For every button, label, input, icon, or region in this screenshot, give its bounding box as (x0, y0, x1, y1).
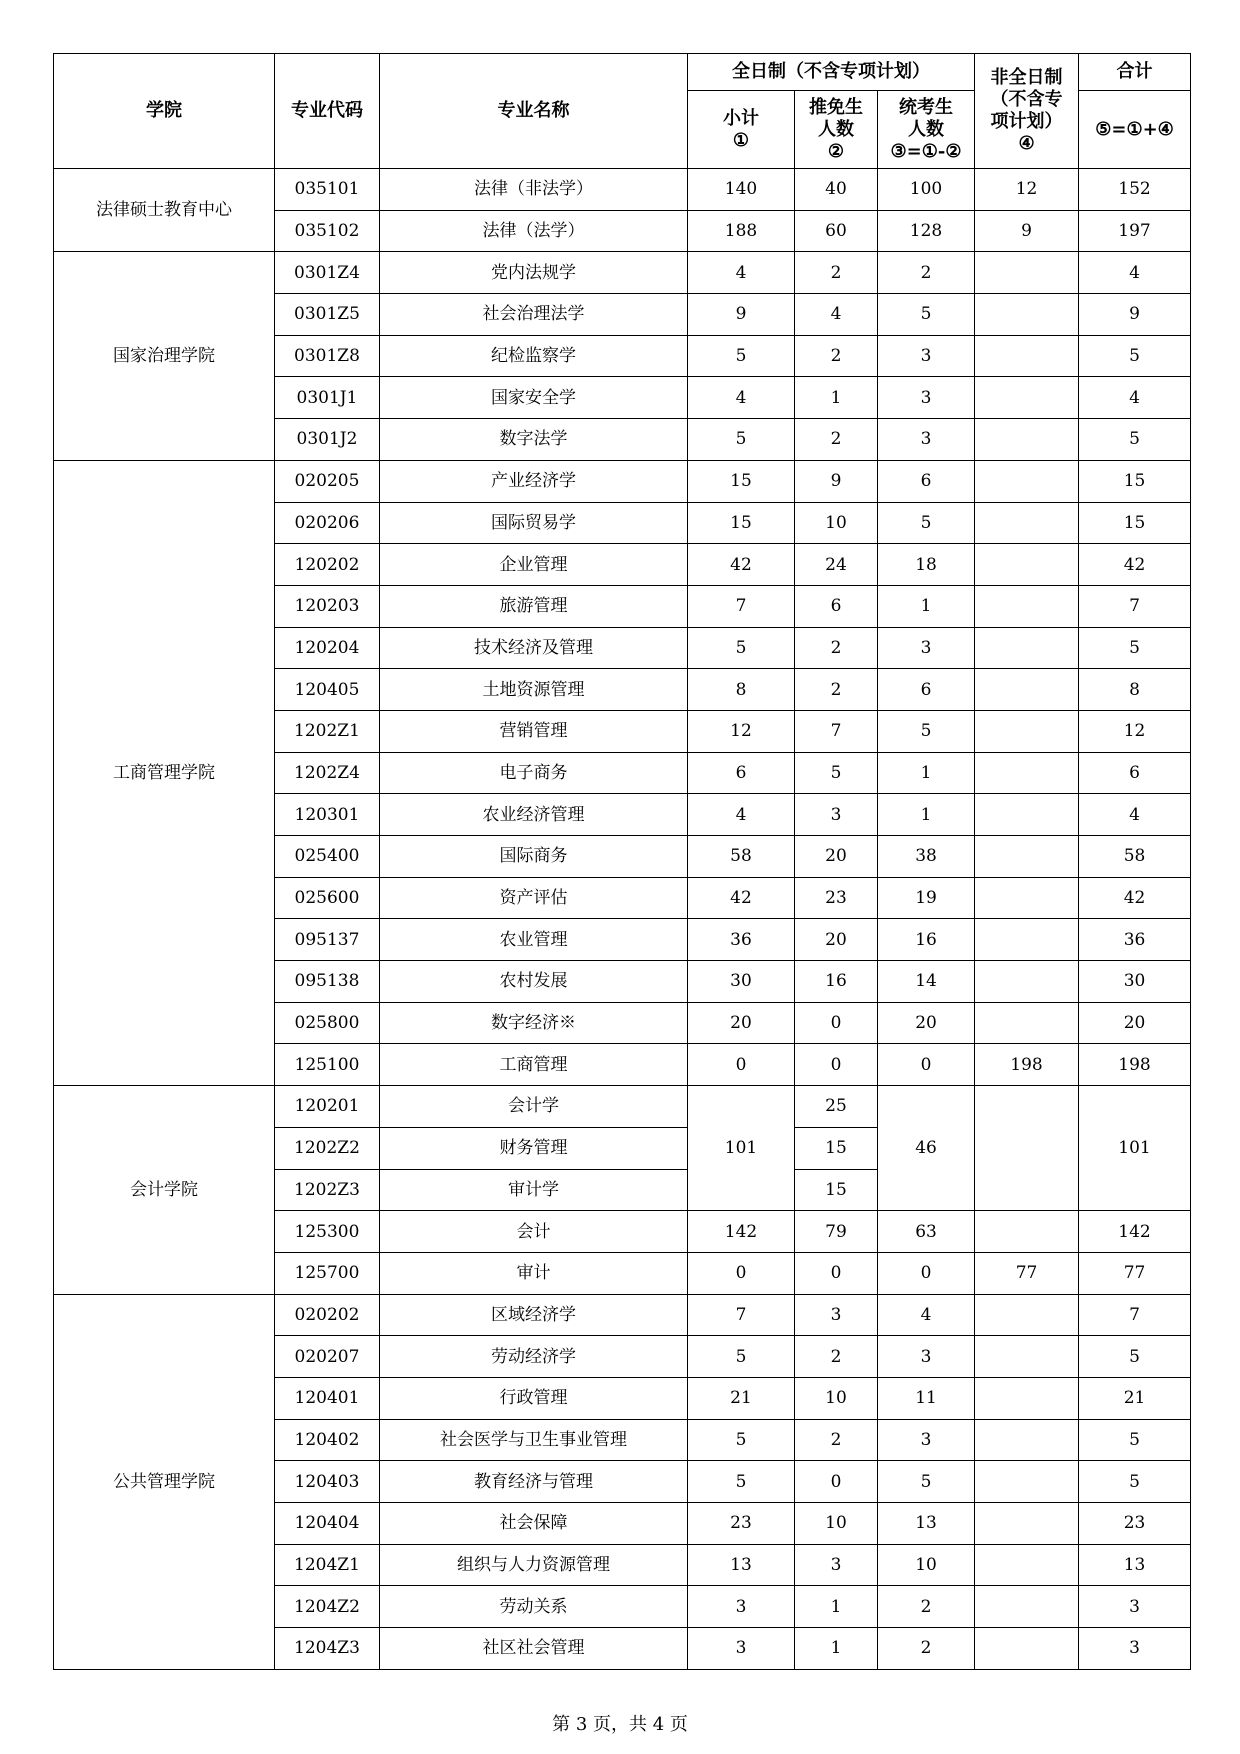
code-cell: 025600 (275, 877, 380, 919)
code-cell: 020207 (275, 1336, 380, 1378)
recommended-cell: 0 (795, 1002, 878, 1044)
recommended-cell: 2 (795, 627, 878, 669)
parttime-cell (975, 1211, 1079, 1253)
code-cell: 0301J1 (275, 377, 380, 419)
total-cell: 15 (1079, 460, 1191, 502)
recommended-cell: 1 (795, 377, 878, 419)
parttime-cell (975, 377, 1079, 419)
code-cell: 1204Z1 (275, 1544, 380, 1586)
header-exam (878, 91, 975, 169)
exam-cell: 4 (878, 1294, 975, 1336)
name-cell: 电子商务 (380, 752, 688, 794)
name-cell: 教育经济与管理 (380, 1461, 688, 1503)
parttime-cell (975, 1086, 1079, 1211)
total-cell: 3 (1079, 1628, 1191, 1670)
total-cell: 5 (1079, 1419, 1191, 1461)
table-body (54, 169, 1191, 1670)
recommended-cell: 5 (795, 752, 878, 794)
name-cell: 会计学 (380, 1086, 688, 1128)
code-cell: 095137 (275, 919, 380, 961)
code-cell: 120405 (275, 669, 380, 711)
total-cell: 23 (1079, 1503, 1191, 1545)
total-cell: 42 (1079, 877, 1191, 919)
subtotal-cell: 15 (688, 460, 795, 502)
name-cell: 土地资源管理 (380, 669, 688, 711)
subtotal-cell: 4 (688, 252, 795, 294)
table-row (54, 252, 1191, 294)
code-cell: 020202 (275, 1294, 380, 1336)
name-cell: 社会保障 (380, 1503, 688, 1545)
subtotal-cell: 13 (688, 1544, 795, 1586)
exam-cell: 3 (878, 335, 975, 377)
subtotal-cell: 0 (688, 1252, 795, 1294)
parttime-cell (975, 1294, 1079, 1336)
code-cell: 120301 (275, 794, 380, 836)
total-cell: 12 (1079, 710, 1191, 752)
header-subtotal (688, 91, 795, 169)
code-cell: 120202 (275, 544, 380, 586)
code-cell: 025400 (275, 836, 380, 878)
table-row (54, 460, 1191, 502)
total-cell: 13 (1079, 1544, 1191, 1586)
subtotal-cell: 42 (688, 877, 795, 919)
parttime-cell: 77 (975, 1252, 1079, 1294)
subtotal-cell: 7 (688, 585, 795, 627)
header-name: 专业名称 (380, 54, 688, 169)
exam-cell: 5 (878, 710, 975, 752)
subtotal-cell: 6 (688, 752, 795, 794)
name-cell: 国际贸易学 (380, 502, 688, 544)
name-cell: 审计学 (380, 1169, 688, 1211)
exam-cell: 128 (878, 210, 975, 252)
code-cell: 125100 (275, 1044, 380, 1086)
parttime-cell (975, 544, 1079, 586)
parttime-cell (975, 1419, 1079, 1461)
recommended-cell: 2 (795, 419, 878, 461)
subtotal-cell: 21 (688, 1377, 795, 1419)
header-code: 专业代码 (275, 54, 380, 169)
subtotal-cell: 3 (688, 1586, 795, 1628)
parttime-cell (975, 585, 1079, 627)
total-cell: 7 (1079, 585, 1191, 627)
enrollment-plan-table (53, 53, 1191, 1670)
code-cell: 1204Z2 (275, 1586, 380, 1628)
name-cell: 行政管理 (380, 1377, 688, 1419)
code-cell: 035101 (275, 169, 380, 211)
parttime-cell (975, 919, 1079, 961)
name-cell: 劳动经济学 (380, 1336, 688, 1378)
header-fulltime: 全日制（不含专项计划） (688, 54, 975, 91)
exam-cell: 63 (878, 1211, 975, 1253)
total-cell: 5 (1079, 335, 1191, 377)
recommended-cell: 60 (795, 210, 878, 252)
recommended-cell: 10 (795, 1503, 878, 1545)
header-parttime (975, 54, 1079, 169)
parttime-cell: 198 (975, 1044, 1079, 1086)
total-cell: 9 (1079, 294, 1191, 336)
header-parttime-line: 项计划） (990, 111, 1063, 132)
subtotal-cell: 42 (688, 544, 795, 586)
name-cell: 国家安全学 (380, 377, 688, 419)
name-cell: 审计 (380, 1252, 688, 1294)
subtotal-cell: 5 (688, 335, 795, 377)
college-cell: 会计学院 (54, 1086, 275, 1294)
name-cell: 法律（法学） (380, 210, 688, 252)
exam-cell: 16 (878, 919, 975, 961)
table-header (54, 54, 1191, 169)
exam-cell: 1 (878, 752, 975, 794)
header-recommended-line: 推免生 (809, 96, 863, 118)
parttime-cell (975, 627, 1079, 669)
recommended-cell: 2 (795, 252, 878, 294)
exam-cell: 20 (878, 1002, 975, 1044)
parttime-cell (975, 252, 1079, 294)
name-cell: 旅游管理 (380, 585, 688, 627)
recommended-cell: 0 (795, 1461, 878, 1503)
recommended-cell: 0 (795, 1252, 878, 1294)
exam-cell: 3 (878, 419, 975, 461)
name-cell: 工商管理 (380, 1044, 688, 1086)
total-cell: 15 (1079, 502, 1191, 544)
recommended-cell: 23 (795, 877, 878, 919)
exam-cell: 100 (878, 169, 975, 211)
code-cell: 120403 (275, 1461, 380, 1503)
exam-cell: 5 (878, 502, 975, 544)
subtotal-cell: 15 (688, 502, 795, 544)
recommended-cell: 2 (795, 335, 878, 377)
parttime-cell (975, 836, 1079, 878)
parttime-cell (975, 419, 1079, 461)
exam-cell: 5 (878, 294, 975, 336)
parttime-cell (975, 794, 1079, 836)
name-cell: 国际商务 (380, 836, 688, 878)
exam-cell: 10 (878, 1544, 975, 1586)
total-cell: 197 (1079, 210, 1191, 252)
parttime-cell (975, 460, 1079, 502)
header-subtotal-line: 小计 (723, 107, 759, 129)
subtotal-cell: 140 (688, 169, 795, 211)
header-parttime-line: ④ (1018, 133, 1035, 154)
name-cell: 数字经济※ (380, 1002, 688, 1044)
parttime-cell (975, 502, 1079, 544)
parttime-cell (975, 669, 1079, 711)
parttime-cell (975, 1377, 1079, 1419)
code-cell: 0301Z8 (275, 335, 380, 377)
name-cell: 营销管理 (380, 710, 688, 752)
parttime-cell (975, 294, 1079, 336)
header-parttime-line: （不含专 (990, 89, 1063, 110)
recommended-cell: 2 (795, 669, 878, 711)
exam-cell: 1 (878, 794, 975, 836)
total-cell: 30 (1079, 961, 1191, 1003)
recommended-cell: 24 (795, 544, 878, 586)
exam-cell: 0 (878, 1044, 975, 1086)
recommended-cell: 3 (795, 1294, 878, 1336)
recommended-cell: 6 (795, 585, 878, 627)
header-recommended-line: ② (827, 140, 845, 162)
recommended-cell: 1 (795, 1586, 878, 1628)
subtotal-cell: 23 (688, 1503, 795, 1545)
recommended-cell: 10 (795, 1377, 878, 1419)
recommended-cell: 15 (795, 1127, 878, 1169)
name-cell: 企业管理 (380, 544, 688, 586)
name-cell: 产业经济学 (380, 460, 688, 502)
code-cell: 0301J2 (275, 419, 380, 461)
code-cell: 0301Z5 (275, 294, 380, 336)
code-cell: 025800 (275, 1002, 380, 1044)
exam-cell: 38 (878, 836, 975, 878)
name-cell: 社会医学与卫生事业管理 (380, 1419, 688, 1461)
total-cell: 5 (1079, 1461, 1191, 1503)
exam-cell: 3 (878, 1419, 975, 1461)
total-cell: 198 (1079, 1044, 1191, 1086)
exam-cell: 0 (878, 1252, 975, 1294)
code-cell: 1202Z3 (275, 1169, 380, 1211)
subtotal-cell: 36 (688, 919, 795, 961)
total-cell: 101 (1079, 1086, 1191, 1211)
code-cell: 120404 (275, 1503, 380, 1545)
recommended-cell: 79 (795, 1211, 878, 1253)
header-recommended (795, 91, 878, 169)
recommended-cell: 0 (795, 1044, 878, 1086)
parttime-cell (975, 961, 1079, 1003)
parttime-cell: 12 (975, 169, 1079, 211)
subtotal-cell: 3 (688, 1628, 795, 1670)
total-cell: 7 (1079, 1294, 1191, 1336)
header-parttime-line: 非全日制 (990, 67, 1063, 88)
exam-cell: 11 (878, 1377, 975, 1419)
total-cell: 77 (1079, 1252, 1191, 1294)
total-cell: 4 (1079, 794, 1191, 836)
code-cell: 035102 (275, 210, 380, 252)
college-cell: 工商管理学院 (54, 460, 275, 1085)
subtotal-cell: 5 (688, 1461, 795, 1503)
exam-cell: 2 (878, 1586, 975, 1628)
exam-cell: 5 (878, 1461, 975, 1503)
name-cell: 社区社会管理 (380, 1628, 688, 1670)
name-cell: 资产评估 (380, 877, 688, 919)
subtotal-cell: 58 (688, 836, 795, 878)
name-cell: 党内法规学 (380, 252, 688, 294)
recommended-cell: 2 (795, 1336, 878, 1378)
subtotal-cell: 0 (688, 1044, 795, 1086)
total-cell: 4 (1079, 377, 1191, 419)
header-exam-line: ③=①-② (890, 140, 962, 162)
name-cell: 法律（非法学） (380, 169, 688, 211)
subtotal-cell: 8 (688, 669, 795, 711)
code-cell: 120401 (275, 1377, 380, 1419)
total-cell: 58 (1079, 836, 1191, 878)
subtotal-cell: 4 (688, 377, 795, 419)
recommended-cell: 3 (795, 1544, 878, 1586)
parttime-cell (975, 877, 1079, 919)
subtotal-cell: 5 (688, 419, 795, 461)
parttime-cell (975, 1586, 1079, 1628)
exam-cell: 18 (878, 544, 975, 586)
code-cell: 095138 (275, 961, 380, 1003)
parttime-cell (975, 1002, 1079, 1044)
parttime-cell (975, 335, 1079, 377)
subtotal-cell: 101 (688, 1086, 795, 1211)
name-cell: 农业管理 (380, 919, 688, 961)
subtotal-cell: 4 (688, 794, 795, 836)
parttime-cell (975, 1628, 1079, 1670)
code-cell: 125300 (275, 1211, 380, 1253)
name-cell: 组织与人力资源管理 (380, 1544, 688, 1586)
parttime-cell (975, 710, 1079, 752)
subtotal-cell: 20 (688, 1002, 795, 1044)
header-recommended-line: 人数 (818, 118, 854, 140)
total-cell: 6 (1079, 752, 1191, 794)
subtotal-cell: 188 (688, 210, 795, 252)
exam-cell: 2 (878, 252, 975, 294)
code-cell: 120201 (275, 1086, 380, 1128)
total-cell: 42 (1079, 544, 1191, 586)
header-exam-line: 人数 (908, 118, 944, 140)
total-cell: 21 (1079, 1377, 1191, 1419)
total-cell: 142 (1079, 1211, 1191, 1253)
subtotal-cell: 5 (688, 627, 795, 669)
parttime-cell (975, 1503, 1079, 1545)
exam-cell: 3 (878, 1336, 975, 1378)
parttime-cell (975, 1544, 1079, 1586)
name-cell: 技术经济及管理 (380, 627, 688, 669)
table-row (54, 169, 1191, 211)
code-cell: 1204Z3 (275, 1628, 380, 1670)
recommended-cell: 10 (795, 502, 878, 544)
table-row (54, 1086, 1191, 1128)
parttime-cell: 9 (975, 210, 1079, 252)
recommended-cell: 7 (795, 710, 878, 752)
recommended-cell: 20 (795, 836, 878, 878)
subtotal-cell: 142 (688, 1211, 795, 1253)
exam-cell: 3 (878, 377, 975, 419)
college-cell: 法律硕士教育中心 (54, 169, 275, 252)
code-cell: 120402 (275, 1419, 380, 1461)
recommended-cell: 25 (795, 1086, 878, 1128)
recommended-cell: 2 (795, 1419, 878, 1461)
code-cell: 020206 (275, 502, 380, 544)
code-cell: 1202Z1 (275, 710, 380, 752)
name-cell: 财务管理 (380, 1127, 688, 1169)
subtotal-cell: 9 (688, 294, 795, 336)
table-row (54, 1294, 1191, 1336)
header-total: 合计 (1079, 54, 1191, 91)
code-cell: 120203 (275, 585, 380, 627)
total-cell: 5 (1079, 419, 1191, 461)
exam-cell: 1 (878, 585, 975, 627)
recommended-cell: 4 (795, 294, 878, 336)
exam-cell: 13 (878, 1503, 975, 1545)
recommended-cell: 3 (795, 794, 878, 836)
subtotal-cell: 30 (688, 961, 795, 1003)
header-college: 学院 (54, 54, 275, 169)
name-cell: 农村发展 (380, 961, 688, 1003)
header-total-formula: ⑤=①+④ (1079, 91, 1191, 169)
recommended-cell: 16 (795, 961, 878, 1003)
total-cell: 5 (1079, 627, 1191, 669)
exam-cell: 46 (878, 1086, 975, 1211)
parttime-cell (975, 1336, 1079, 1378)
total-cell: 152 (1079, 169, 1191, 211)
recommended-cell: 1 (795, 1628, 878, 1670)
header-subtotal-line: ① (732, 129, 750, 151)
page-footer: 第 3 页，共 4 页 (552, 1714, 688, 1735)
total-cell: 3 (1079, 1586, 1191, 1628)
recommended-cell: 40 (795, 169, 878, 211)
code-cell: 020205 (275, 460, 380, 502)
code-cell: 1202Z4 (275, 752, 380, 794)
total-cell: 5 (1079, 1336, 1191, 1378)
subtotal-cell: 7 (688, 1294, 795, 1336)
subtotal-cell: 5 (688, 1336, 795, 1378)
code-cell: 1202Z2 (275, 1127, 380, 1169)
exam-cell: 6 (878, 460, 975, 502)
recommended-cell: 9 (795, 460, 878, 502)
name-cell: 纪检监察学 (380, 335, 688, 377)
code-cell: 120204 (275, 627, 380, 669)
subtotal-cell: 5 (688, 1419, 795, 1461)
code-cell: 0301Z4 (275, 252, 380, 294)
total-cell: 4 (1079, 252, 1191, 294)
name-cell: 农业经济管理 (380, 794, 688, 836)
name-cell: 劳动关系 (380, 1586, 688, 1628)
exam-cell: 2 (878, 1628, 975, 1670)
parttime-cell (975, 752, 1079, 794)
exam-cell: 6 (878, 669, 975, 711)
code-cell: 125700 (275, 1252, 380, 1294)
parttime-cell (975, 1461, 1079, 1503)
name-cell: 区域经济学 (380, 1294, 688, 1336)
name-cell: 社会治理法学 (380, 294, 688, 336)
exam-cell: 19 (878, 877, 975, 919)
total-cell: 8 (1079, 669, 1191, 711)
total-cell: 36 (1079, 919, 1191, 961)
college-cell: 公共管理学院 (54, 1294, 275, 1669)
recommended-cell: 15 (795, 1169, 878, 1211)
total-cell: 20 (1079, 1002, 1191, 1044)
exam-cell: 14 (878, 961, 975, 1003)
subtotal-cell: 12 (688, 710, 795, 752)
header-exam-line: 统考生 (899, 96, 953, 118)
recommended-cell: 20 (795, 919, 878, 961)
name-cell: 数字法学 (380, 419, 688, 461)
name-cell: 会计 (380, 1211, 688, 1253)
college-cell: 国家治理学院 (54, 252, 275, 460)
exam-cell: 3 (878, 627, 975, 669)
